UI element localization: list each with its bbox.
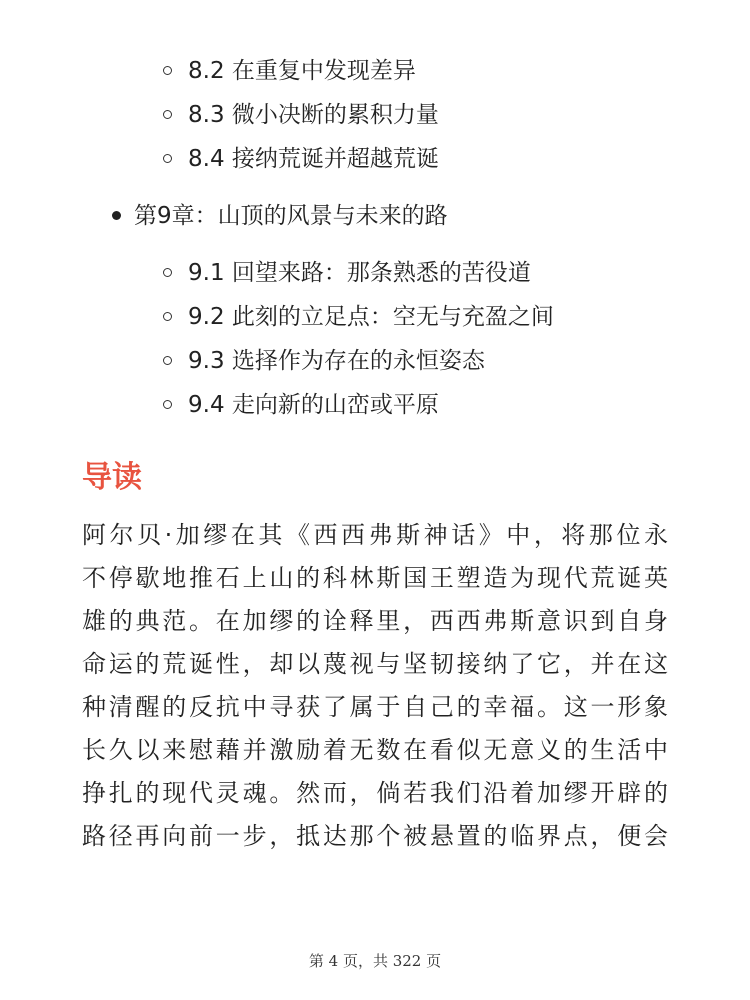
paragraph-line: 不停歇地推石上山的科林斯国王塑造为现代荒诞英 bbox=[82, 564, 668, 592]
hollow-circle-bullet-icon bbox=[163, 356, 172, 365]
hollow-circle-bullet-icon bbox=[163, 110, 172, 119]
filled-disc-bullet-icon bbox=[112, 211, 121, 220]
toc-sub-item[interactable] bbox=[188, 346, 485, 376]
toc-sub-item[interactable] bbox=[188, 390, 439, 420]
toc-sub-item-label: 8.3 微小决断的累积力量 bbox=[188, 102, 439, 128]
paragraph-line: 命运的荒诞性，却以蔑视与坚韧接纳了它，并在这 bbox=[82, 650, 668, 678]
hollow-circle-bullet-icon bbox=[163, 312, 172, 321]
paragraph-line: 长久以来慰藉并激励着无数在看似无意义的生活中 bbox=[82, 736, 668, 764]
toc-sub-item[interactable] bbox=[188, 56, 416, 86]
toc-sub-item-label: 9.2 此刻的立足点：空无与充盈之间 bbox=[188, 304, 554, 330]
toc-sub-item-label: 9.4 走向新的山峦或平原 bbox=[188, 392, 439, 418]
toc-sub-item[interactable] bbox=[188, 144, 439, 174]
section-heading: 导读 bbox=[82, 460, 142, 495]
hollow-circle-bullet-icon bbox=[163, 154, 172, 163]
toc-sub-item[interactable] bbox=[188, 302, 554, 332]
paragraph-line: 种清醒的反抗中寻获了属于自己的幸福。这一形象 bbox=[82, 693, 668, 721]
toc-sub-item-label: 9.3 选择作为存在的永恒姿态 bbox=[188, 348, 485, 374]
toc-sub-item-label: 8.2 在重复中发现差异 bbox=[188, 58, 416, 84]
toc-sub-item[interactable] bbox=[188, 258, 531, 288]
toc-chapter-item[interactable] bbox=[134, 201, 448, 231]
paragraph-line: 雄的典范。在加缪的诠释里，西西弗斯意识到自身 bbox=[82, 607, 668, 635]
hollow-circle-bullet-icon bbox=[163, 66, 172, 75]
toc-sub-item-label: 8.4 接纳荒诞并超越荒诞 bbox=[188, 146, 439, 172]
toc-chapter-label: 第9章：山顶的风景与未来的路 bbox=[134, 203, 448, 229]
paragraph-line: 挣扎的现代灵魂。然而，倘若我们沿着加缪开辟的 bbox=[82, 779, 668, 807]
intro-paragraph bbox=[82, 514, 668, 858]
page-number-footer: 第 4 页，共 322 页 bbox=[308, 952, 442, 970]
hollow-circle-bullet-icon bbox=[163, 268, 172, 277]
hollow-circle-bullet-icon bbox=[163, 400, 172, 409]
toc-sub-item-label: 9.1 回望来路：那条熟悉的苦役道 bbox=[188, 260, 531, 286]
paragraph-line: 阿尔贝·加缪在其《西西弗斯神话》中，将那位永 bbox=[82, 521, 668, 549]
toc-sub-item[interactable] bbox=[188, 100, 439, 130]
paragraph-line: 路径再向前一步，抵达那个被悬置的临界点，便会 bbox=[82, 822, 668, 850]
